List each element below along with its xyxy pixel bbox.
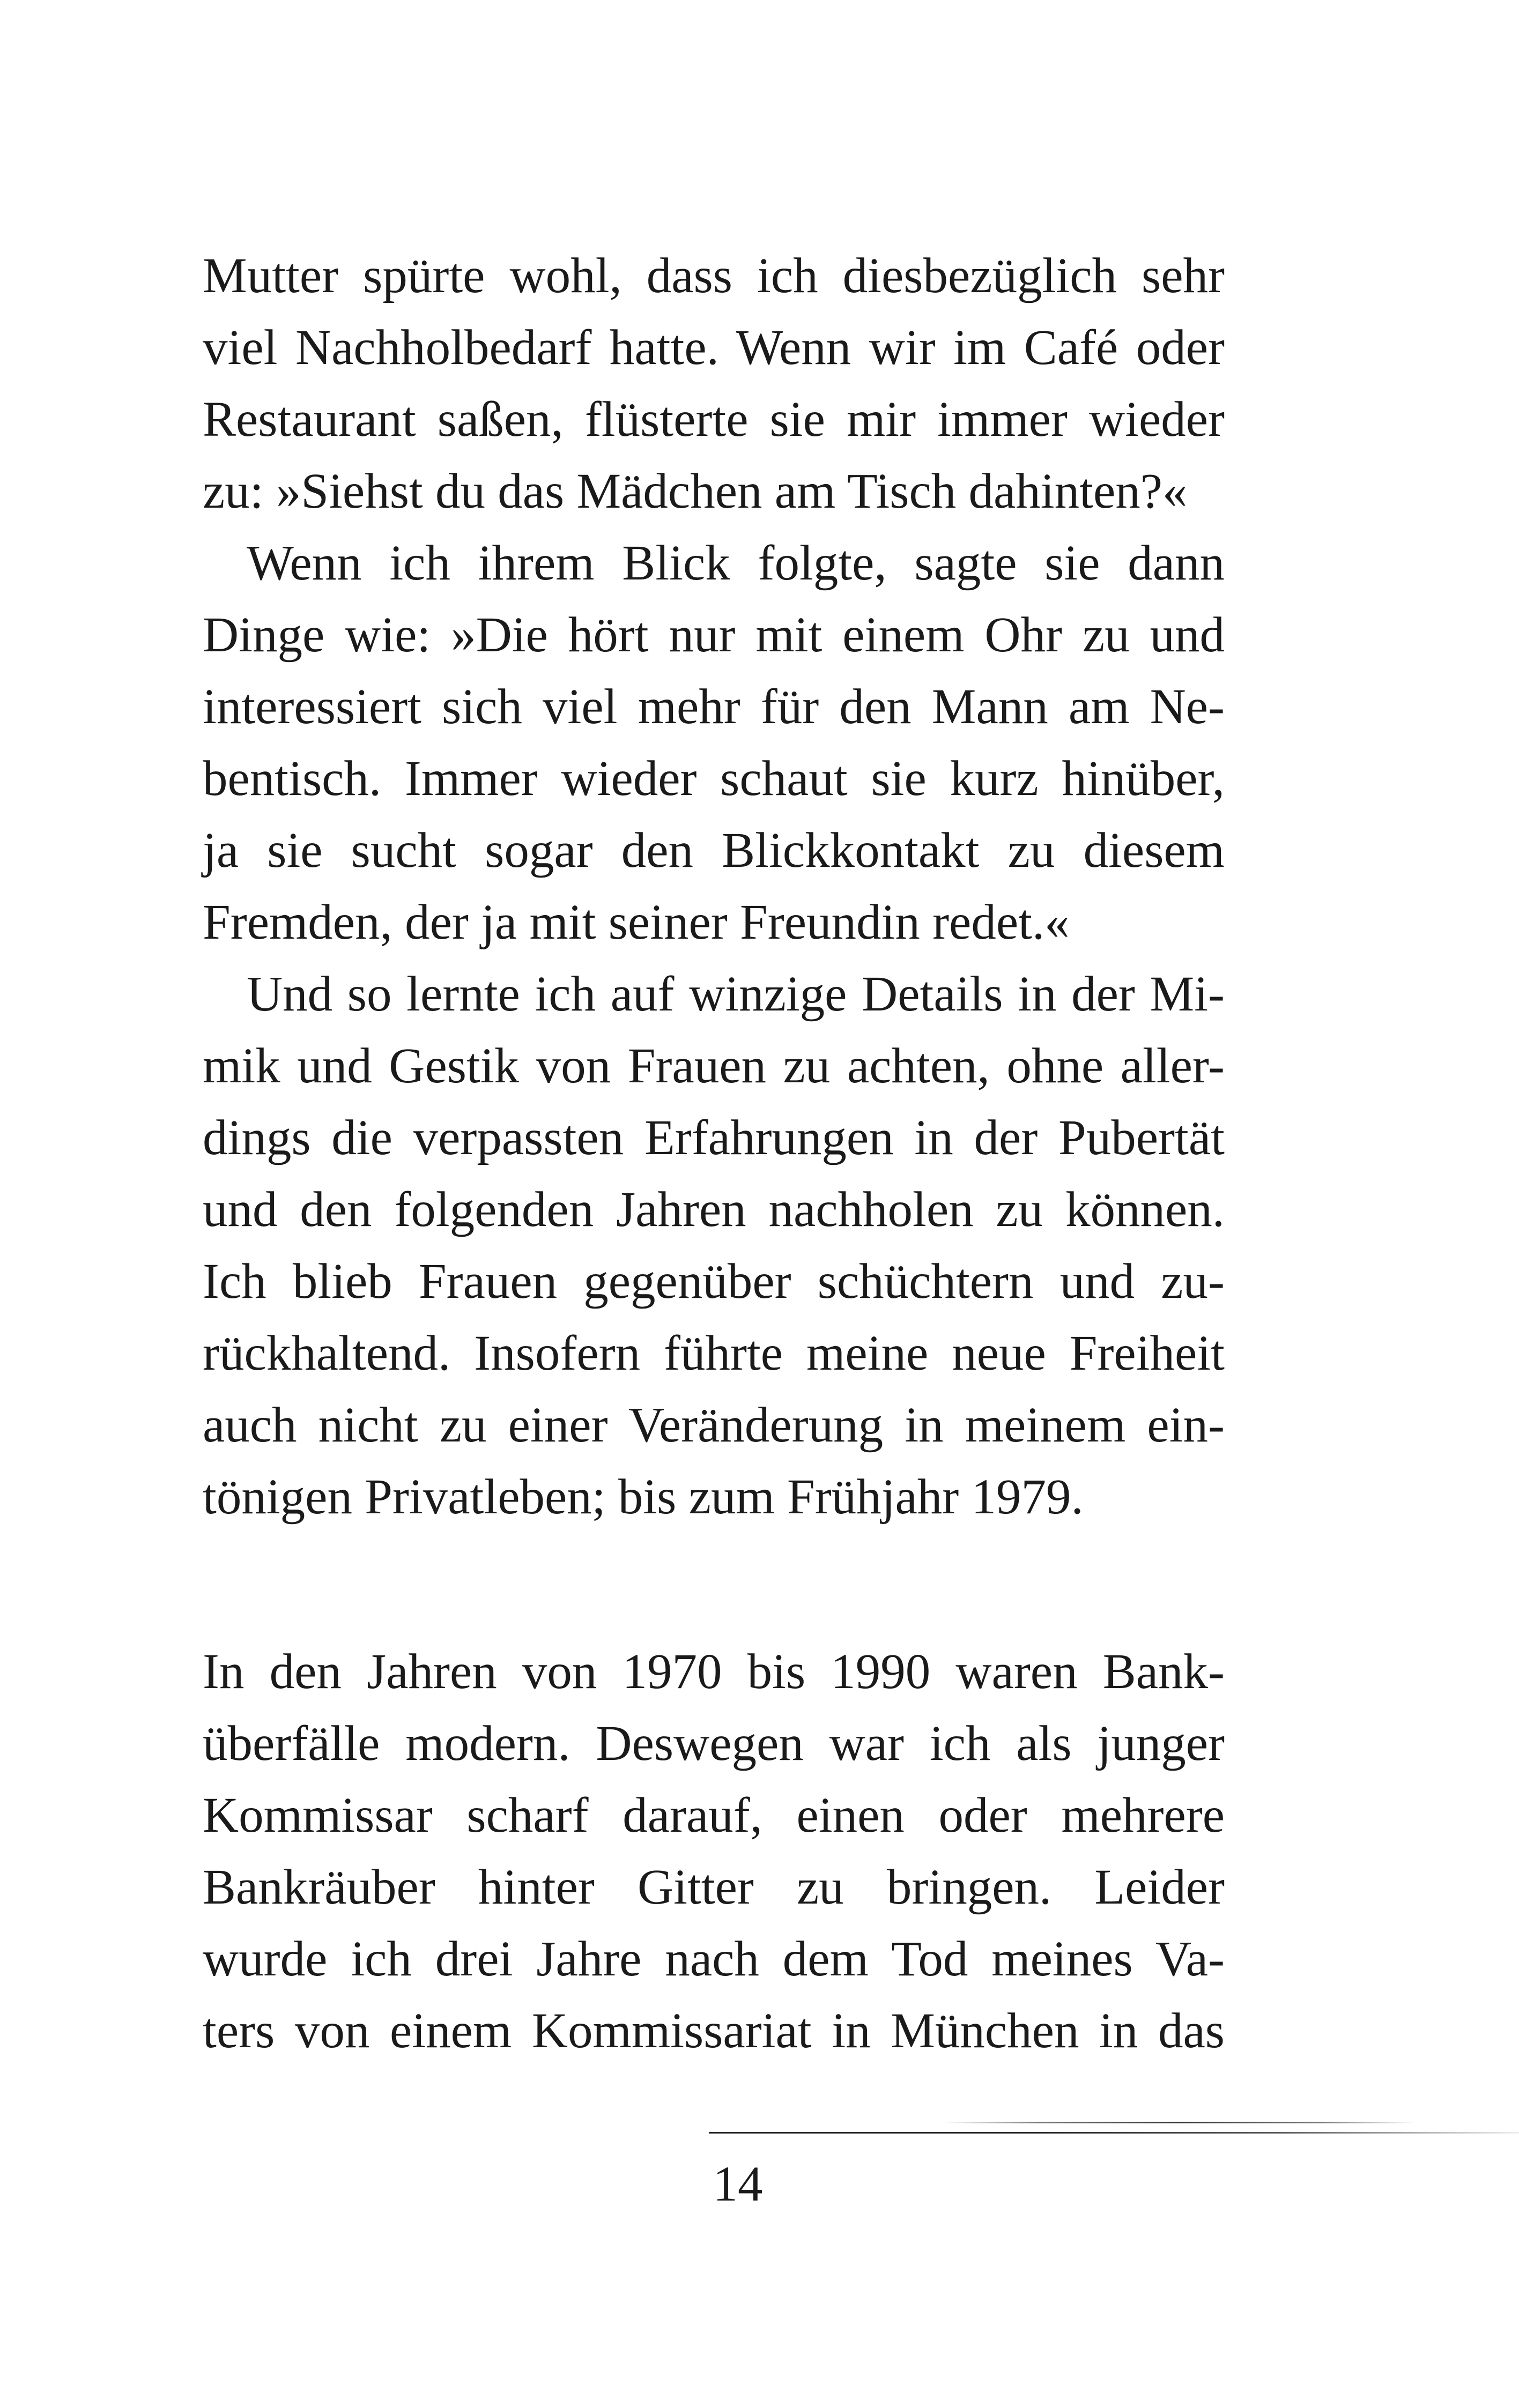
footer-ornament-line (944, 2122, 1416, 2123)
paragraph-1 (203, 240, 1225, 527)
text-line: Und so lernte ich auf winzige Details in der Mi- (247, 967, 1225, 1022)
text-line: In den Jahren von 1970 bis 1990 waren Bank- (203, 1644, 1225, 1699)
text-line: Fremden, der ja mit seiner Freundin redet.« (203, 895, 1070, 950)
text-block-lower (203, 1636, 1225, 2067)
text-line: Dinge wie: »Die hört nur mit einem Ohr zu und (203, 607, 1225, 663)
text-line: und den folgenden Jahren nachholen zu können. (203, 1182, 1225, 1237)
text-line: überfälle modern. Deswegen war ich als junger (203, 1716, 1225, 1771)
paragraph-3 (203, 958, 1225, 1533)
text-line: auch nicht zu einer Veränderung in meinem ein- (203, 1398, 1225, 1453)
footer-rule (709, 2132, 1519, 2134)
text-line: Ich blieb Frauen gegenüber schüchtern und zu- (203, 1254, 1225, 1309)
text-line: Kommissar scharf darauf, einen oder mehrere (203, 1788, 1225, 1843)
text-line: Wenn ich ihrem Blick folgte, sagte sie dann (247, 536, 1225, 591)
text-line: zu: »Siehst du das Mädchen am Tisch dahinten?« (203, 464, 1188, 519)
text-line: bentisch. Immer wieder schaut sie kurz hinüber, (203, 751, 1225, 806)
text-line: dings die verpassten Erfahrungen in der Pubertät (203, 1110, 1225, 1165)
text-line: Mutter spürte wohl, dass ich diesbezüglich sehr (203, 248, 1225, 303)
paragraph-4 (203, 1636, 1225, 2067)
text-line: ters von einem Kommissariat in München in das (203, 2003, 1225, 2058)
text-line: interessiert sich viel mehr für den Mann am Ne- (203, 679, 1225, 734)
text-line: Bankräuber hinter Gitter zu bringen. Leider (203, 1860, 1225, 1915)
paragraph-2 (203, 527, 1225, 958)
text-line: rückhaltend. Insofern führte meine neue Freiheit (203, 1326, 1225, 1381)
page-number: 14 (713, 2157, 763, 2212)
text-line: Restaurant saßen, flüsterte sie mir immer wieder (203, 392, 1225, 447)
text-line: wurde ich drei Jahre nach dem Tod meines Va- (203, 1931, 1225, 1987)
text-line: viel Nachholbedarf hatte. Wenn wir im Café oder (203, 320, 1225, 375)
text-line: tönigen Privatleben; bis zum Frühjahr 1979. (203, 1469, 1084, 1525)
text-line: ja sie sucht sogar den Blickkontakt zu diesem (203, 823, 1225, 878)
text-block-upper (203, 240, 1225, 1533)
text-line: mik und Gestik von Frauen zu achten, ohne aller- (203, 1038, 1225, 1094)
